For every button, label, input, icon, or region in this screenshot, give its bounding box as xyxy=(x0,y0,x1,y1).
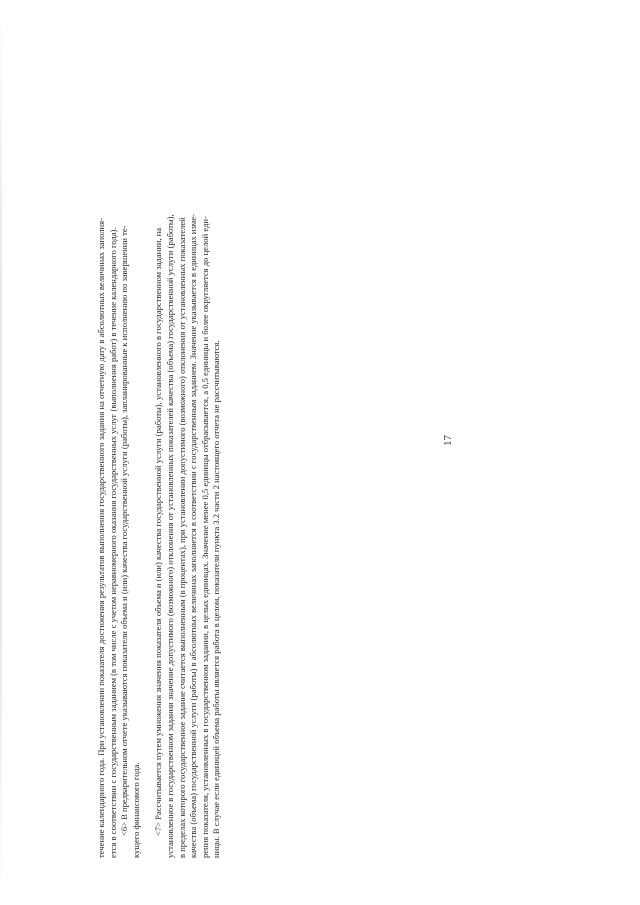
spacer xyxy=(142,28,153,858)
text-line: течение календарного года. При установлении показателя достижения результатов выполнения государственного задания на отчетную дату в абсолютных величинах заполня- xyxy=(96,218,106,858)
text-line: <6> В предварительном отчете указываются показатели объема и (или) качества государственной услуги (работы), запланированные к исполнению по завершении те- xyxy=(119,225,130,836)
page-number: 17 xyxy=(442,435,454,446)
text-line: ницы. В случае если единицей объема работы является работа в целом, показатели пункта 3.2 части 2 настоящего отчета не рассчитываются. xyxy=(211,340,222,858)
rotated-page-body xyxy=(96,28,223,858)
footnote-6 xyxy=(119,28,142,858)
text-line: ется в соответствии с государственным заданием (в том числе с учетом неравномерного оказания государственных услуг (выполнения работ) в течение календарного года). xyxy=(107,227,118,858)
scan-edge-shadow xyxy=(0,0,2,905)
text-line: в пределах которого государственное задание считается выполненным (в процентах), при установлении допустимого (возможного) отклонения от установленных показателей xyxy=(176,217,187,858)
text-line: рения показателя, установленных в государственном задании, в целых единицах. Значение менее 0,5 единицы отбрасывается, а 0,5 единицы и более округляется до целой еди- xyxy=(199,216,210,858)
text-line: установленное в государственном задании значение допустимого (возможного) отклонения от установленных показателей качества (объема) государственной услуги (работы), xyxy=(164,214,175,858)
text-line: <7> Рассчитывается путем умножения значения показателя объема и (или) качества государственной услуги (работы), установленного в государственном задании, на xyxy=(153,227,164,836)
text-line: кущего финансового года. xyxy=(130,762,141,858)
text-line: качества (объема) государственной услуги (работы) в абсолютных величинах заполняется в соответствии с государственным заданием. Значение указывается в единицах изме- xyxy=(188,214,199,858)
footnote-continuation xyxy=(96,28,119,858)
footnote-7 xyxy=(153,28,223,858)
